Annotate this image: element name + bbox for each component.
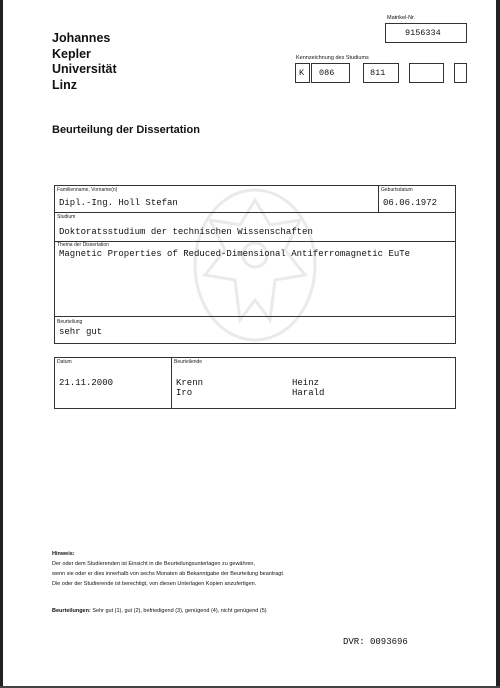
matrikel-value: 9156334 [405, 28, 441, 38]
scan-edge-right [496, 0, 500, 688]
university-line: Linz [52, 77, 77, 92]
date-value: 21.11.2000 [59, 378, 114, 388]
name-label: Familienname, Vorname(n) [57, 187, 118, 193]
kennzeichnung-box [363, 63, 399, 83]
divider [55, 212, 455, 213]
kennzeichnung-label: Kennzeichnung des Studiums [296, 55, 369, 61]
thesis-label: Thema der Dissertation [57, 242, 109, 248]
grade-label: Beurteilung [57, 319, 83, 325]
kennzeichnung-box [311, 63, 350, 83]
name-value: Dipl.-Ing. Holl Stefan [59, 198, 178, 208]
university-line: Universität [52, 62, 117, 76]
grade-value: sehr gut [59, 327, 103, 337]
divider [55, 316, 455, 317]
kennzeichnung-value: K [299, 68, 305, 78]
assessor-first-name: Heinz [292, 378, 320, 388]
study-value: Doktoratsstudium der technischen Wissenschaften [59, 227, 313, 237]
kennzeichnung-value: 811 [370, 68, 386, 78]
scan-edge-left [0, 0, 3, 688]
study-label: Studium [57, 214, 76, 220]
thesis-value: Magnetic Properties of Reduced-Dimensional Antiferromagnetic EuTe [59, 249, 411, 259]
grades-scale-label: Beurteilungen: [52, 608, 91, 614]
date-label: Datum [57, 359, 72, 365]
kennzeichnung-box [409, 63, 444, 83]
kennzeichnung-box [295, 63, 310, 83]
university-line: Johannes [52, 31, 111, 45]
divider [55, 241, 455, 242]
page-title: Beurteilung der Dissertation [52, 124, 200, 136]
divider [171, 358, 172, 408]
birth-label: Geburtsdatum [381, 187, 413, 193]
assessor-last-name: Krenn [176, 378, 204, 388]
assessment-form [54, 357, 456, 409]
grades-scale-text: Sehr gut (1), gut (2), befriedigend (3), genügend (4), nicht genügend (5) [90, 608, 267, 614]
hint-line: Die oder der Studierende ist berechtigt, von diesen Unterlagen Kopien anzufertigen. [52, 581, 257, 587]
birth-value: 06.06.1972 [383, 198, 438, 208]
hint-section [52, 549, 452, 589]
matrikel-box [385, 23, 467, 43]
kennzeichnung-box [454, 63, 467, 83]
grades-scale [52, 608, 267, 614]
student-form [54, 185, 456, 344]
dvr-number: DVR: 0093696 [343, 637, 408, 647]
hint-line: wenn sie oder er dies innerhalb von sechs Monaten ab Bekanntgabe der Beurteilung beantragt. [52, 571, 285, 577]
assessor-first-name: Harald [292, 388, 325, 398]
hint-line: Der oder dem Studierenden ist Einsicht in die Beurteilungsunterlagen zu gewähren, [52, 561, 256, 567]
university-name [52, 31, 117, 93]
kennzeichnung-value: 086 [319, 68, 335, 78]
divider [378, 186, 379, 213]
assessor-last-name: Iro [176, 388, 193, 398]
matrikel-label: Matrikel-Nr. [387, 15, 416, 21]
hint-heading: Hinweis: [52, 551, 75, 557]
assessors-label: Beurteilende [174, 359, 203, 365]
university-line: Kepler [52, 46, 91, 61]
